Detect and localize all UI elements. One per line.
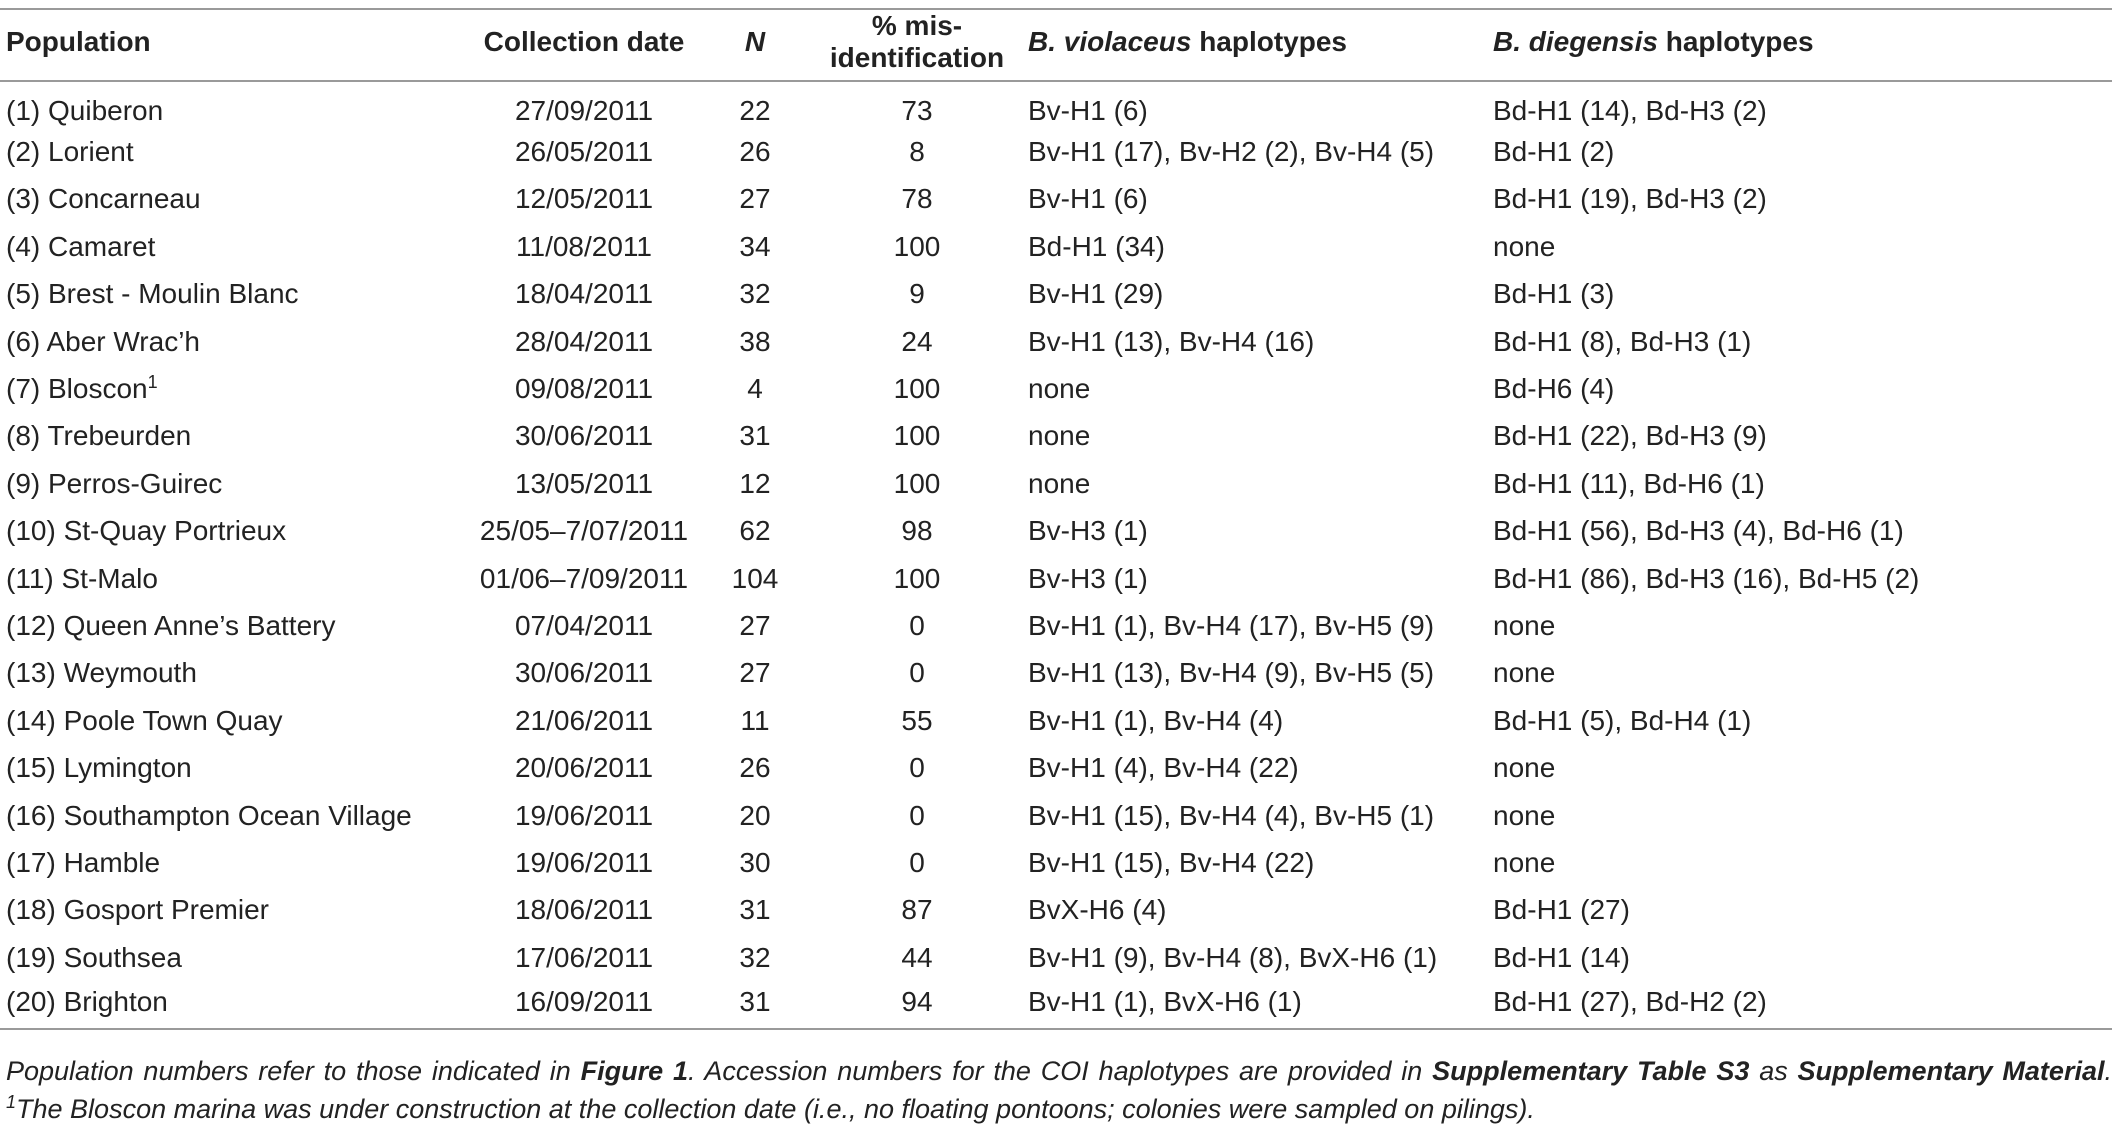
cell-bd-haplotypes-text: Bd-H1 (22), Bd-H3 (9) <box>1493 420 1767 452</box>
table-row <box>0 460 2112 507</box>
cell-collection-date-text: 09/08/2011 <box>514 373 654 405</box>
cell-n-text: 27 <box>739 609 771 641</box>
cell-bd-haplotypes-text: Bd-H1 (27), Bd-H2 (2) <box>1493 985 1767 1017</box>
cell-bv-haplotypes <box>1022 81 1487 128</box>
footnote-table-ref: Supplementary Table S3 <box>1432 1056 1750 1086</box>
cell-misidentification-text: 0 <box>909 752 925 784</box>
cell-population-text: (15) Lymington <box>6 752 192 784</box>
cell-bd-haplotypes-text: Bd-H6 (4) <box>1493 373 1615 405</box>
cell-population <box>0 839 470 886</box>
cell-n <box>698 650 812 697</box>
cell-n <box>698 602 812 649</box>
cell-misidentification <box>812 318 1022 365</box>
cell-bv-haplotypes-text: none <box>1028 420 1091 452</box>
cell-bd-haplotypes <box>1487 744 2112 791</box>
cell-population <box>0 934 470 981</box>
cell-bv-haplotypes <box>1022 792 1487 839</box>
cell-misidentification <box>812 555 1022 602</box>
haplotype-table <box>0 8 2112 1030</box>
cell-misidentification <box>812 697 1022 744</box>
cell-n-text: 26 <box>739 136 771 168</box>
table-row <box>0 176 2112 223</box>
cell-bd-haplotypes-text: none <box>1493 230 1556 262</box>
table-row <box>0 128 2112 175</box>
cell-population <box>0 650 470 697</box>
cell-collection-date <box>470 602 698 649</box>
cell-n-text: 32 <box>739 278 771 310</box>
cell-collection-date <box>470 839 698 886</box>
cell-collection-date-text: 11/08/2011 <box>516 230 652 262</box>
cell-collection-date <box>470 413 698 460</box>
cell-n-text: 31 <box>739 420 771 452</box>
header-n <box>698 9 812 81</box>
cell-misidentification-text: 100 <box>893 420 941 452</box>
cell-bv-haplotypes-text: Bv-H1 (1), BvX-H6 (1) <box>1028 985 1302 1017</box>
cell-bd-haplotypes <box>1487 460 2112 507</box>
cell-population <box>0 697 470 744</box>
cell-misidentification <box>812 981 1022 1028</box>
cell-bd-haplotypes-text: Bd-H1 (56), Bd-H3 (4), Bd-H6 (1) <box>1493 515 1904 547</box>
header-population: Population <box>0 9 470 81</box>
cell-misidentification-text: 94 <box>901 985 933 1017</box>
cell-n <box>698 508 812 555</box>
cell-collection-date <box>470 555 698 602</box>
table-row <box>0 887 2112 934</box>
cell-bd-haplotypes-text: Bd-H1 (14) <box>1493 941 1630 973</box>
cell-population-text: (4) Camaret <box>6 230 156 262</box>
cell-population-text: (14) Poole Town Quay <box>6 704 283 736</box>
header-n-label: N <box>744 26 766 57</box>
cell-misidentification-text: 100 <box>893 562 941 594</box>
cell-misidentification-text: 100 <box>893 467 941 499</box>
cell-misidentification <box>812 887 1022 934</box>
footnote-text-3: as <box>1749 1056 1798 1086</box>
cell-collection-date-text: 21/06/2011 <box>514 704 654 736</box>
cell-bv-haplotypes-text: Bv-H1 (17), Bv-H2 (2), Bv-H4 (5) <box>1028 136 1435 168</box>
cell-population <box>0 555 470 602</box>
cell-bv-haplotypes <box>1022 318 1487 365</box>
table-row <box>0 839 2112 886</box>
cell-n-text: 20 <box>739 799 771 831</box>
cell-bv-haplotypes-text: Bv-H1 (9), Bv-H4 (8), BvX-H6 (1) <box>1028 941 1438 973</box>
cell-collection-date-text: 19/06/2011 <box>514 799 654 831</box>
cell-bv-haplotypes-text: Bv-H1 (1), Bv-H4 (4) <box>1028 704 1284 736</box>
cell-bv-haplotypes-text: Bv-H1 (6) <box>1028 95 1148 127</box>
cell-bd-haplotypes <box>1487 318 2112 365</box>
cell-collection-date <box>470 271 698 318</box>
cell-population <box>0 602 470 649</box>
header-bd-suffix: haplotypes <box>1665 26 1814 57</box>
cell-n-text: 27 <box>739 657 771 689</box>
cell-population <box>0 981 470 1028</box>
cell-population <box>0 744 470 791</box>
cell-bv-haplotypes <box>1022 697 1487 744</box>
cell-n <box>698 271 812 318</box>
cell-bd-haplotypes-text: Bd-H1 (11), Bd-H6 (1) <box>1493 467 1765 499</box>
cell-collection-date <box>470 365 698 412</box>
cell-population-text: (10) St-Quay Portrieux <box>6 515 287 547</box>
cell-population-text: (16) Southampton Ocean Village <box>6 799 412 831</box>
cell-bv-haplotypes-text: none <box>1028 467 1091 499</box>
table-row <box>0 981 2112 1028</box>
table-row <box>0 744 2112 791</box>
cell-bv-haplotypes <box>1022 365 1487 412</box>
cell-bv-haplotypes <box>1022 981 1487 1028</box>
footnote-material-ref: Supplementary Material <box>1797 1056 2105 1086</box>
cell-population-text: (7) Bloscon <box>6 373 148 405</box>
table-row <box>0 81 2112 128</box>
cell-population <box>0 128 470 175</box>
cell-collection-date-text: 16/09/2011 <box>514 985 654 1017</box>
cell-bd-haplotypes <box>1487 176 2112 223</box>
cell-n <box>698 887 812 934</box>
cell-n <box>698 460 812 507</box>
table-row <box>0 934 2112 981</box>
cell-bv-haplotypes-text: Bv-H1 (15), Bv-H4 (4), Bv-H5 (1) <box>1028 799 1435 831</box>
cell-n-text: 34 <box>739 230 771 262</box>
cell-population <box>0 318 470 365</box>
cell-population-text: (2) Lorient <box>6 136 134 168</box>
cell-misidentification-text: 55 <box>901 704 933 736</box>
cell-n <box>698 555 812 602</box>
cell-collection-date-text: 01/06–7/09/2011 <box>479 562 689 594</box>
cell-n-text: 38 <box>739 325 771 357</box>
cell-bd-haplotypes <box>1487 887 2112 934</box>
header-bv-suffix: haplotypes <box>1199 26 1347 57</box>
cell-misidentification-text: 100 <box>893 373 941 405</box>
cell-misidentification-text: 0 <box>909 609 925 641</box>
cell-bd-haplotypes <box>1487 413 2112 460</box>
cell-n-text: 30 <box>739 846 771 878</box>
cell-bv-haplotypes-text: Bv-H1 (29) <box>1028 278 1164 310</box>
cell-bd-haplotypes-text: none <box>1493 846 1556 878</box>
cell-n <box>698 318 812 365</box>
cell-n-text: 31 <box>739 985 771 1017</box>
cell-bv-haplotypes <box>1022 744 1487 791</box>
cell-population <box>0 460 470 507</box>
cell-n-text: 4 <box>747 373 763 405</box>
cell-bd-haplotypes <box>1487 128 2112 175</box>
cell-bd-haplotypes-text: Bd-H1 (14), Bd-H3 (2) <box>1493 95 1767 127</box>
cell-collection-date-text: 30/06/2011 <box>514 420 654 452</box>
header-bd-species: B. diegensis <box>1493 26 1658 57</box>
cell-population-text: (20) Brighton <box>6 985 168 1017</box>
cell-n <box>698 744 812 791</box>
cell-bv-haplotypes-text: Bv-H1 (1), Bv-H4 (17), Bv-H5 (9) <box>1028 609 1435 641</box>
cell-bd-haplotypes <box>1487 555 2112 602</box>
cell-n <box>698 223 812 270</box>
cell-collection-date <box>470 744 698 791</box>
cell-n <box>698 792 812 839</box>
cell-n-text: 22 <box>739 95 771 127</box>
cell-bv-haplotypes-text: BvX-H6 (4) <box>1028 894 1167 926</box>
cell-misidentification <box>812 744 1022 791</box>
footnote-figure-ref: Figure 1 <box>580 1056 688 1086</box>
cell-bv-haplotypes <box>1022 460 1487 507</box>
cell-misidentification <box>812 934 1022 981</box>
cell-bv-haplotypes <box>1022 602 1487 649</box>
cell-n-text: 62 <box>739 515 771 547</box>
cell-bd-haplotypes-text: Bd-H1 (5), Bd-H4 (1) <box>1493 704 1752 736</box>
cell-population <box>0 792 470 839</box>
cell-collection-date <box>470 508 698 555</box>
cell-population <box>0 223 470 270</box>
cell-population-text: (17) Hamble <box>6 846 161 878</box>
cell-n-text: 32 <box>739 941 771 973</box>
cell-bv-haplotypes-text: Bv-H3 (1) <box>1028 562 1148 594</box>
cell-misidentification-text: 100 <box>893 230 941 262</box>
cell-misidentification-text: 0 <box>909 657 925 689</box>
cell-misidentification <box>812 602 1022 649</box>
table-row <box>0 413 2112 460</box>
cell-n <box>698 81 812 128</box>
cell-n-text: 104 <box>731 562 779 594</box>
cell-population-text: (6) Aber Wrac’h <box>6 325 200 357</box>
cell-misidentification <box>812 365 1022 412</box>
cell-bd-haplotypes-text: none <box>1493 799 1556 831</box>
cell-misidentification <box>812 128 1022 175</box>
cell-collection-date-text: 13/05/2011 <box>514 467 654 499</box>
cell-misidentification-text: 44 <box>901 941 933 973</box>
cell-misidentification <box>812 271 1022 318</box>
cell-n <box>698 176 812 223</box>
table-row <box>0 365 2112 412</box>
cell-population <box>0 176 470 223</box>
header-bv-species: B. violaceus <box>1028 26 1192 57</box>
footnote-text-4: . <box>2104 1056 2112 1086</box>
cell-n <box>698 839 812 886</box>
cell-n <box>698 413 812 460</box>
cell-collection-date-text: 28/04/2011 <box>514 325 654 357</box>
cell-bd-haplotypes-text: Bd-H1 (3) <box>1493 278 1615 310</box>
cell-bv-haplotypes-text: Bv-H1 (13), Bv-H4 (9), Bv-H5 (5) <box>1028 657 1435 689</box>
cell-bd-haplotypes-text: Bd-H1 (86), Bd-H3 (16), Bd-H5 (2) <box>1493 562 1920 594</box>
cell-misidentification-text: 0 <box>909 799 925 831</box>
table-row <box>0 792 2112 839</box>
cell-bd-haplotypes-text: none <box>1493 657 1556 689</box>
cell-collection-date <box>470 176 698 223</box>
cell-population-text: (1) Quiberon <box>6 95 164 127</box>
cell-population-text: (13) Weymouth <box>6 657 197 689</box>
table-row <box>0 650 2112 697</box>
cell-collection-date-text: 07/04/2011 <box>514 609 654 641</box>
cell-bd-haplotypes <box>1487 934 2112 981</box>
cell-population <box>0 413 470 460</box>
cell-bv-haplotypes-text: Bv-H1 (4), Bv-H4 (22) <box>1028 752 1299 784</box>
cell-collection-date <box>470 981 698 1028</box>
cell-misidentification-text: 9 <box>909 278 925 310</box>
header-collection-date: Collection date <box>470 9 698 81</box>
cell-bv-haplotypes <box>1022 128 1487 175</box>
cell-bv-haplotypes <box>1022 508 1487 555</box>
cell-bd-haplotypes <box>1487 697 2112 744</box>
footnote-text-2: . Accession numbers for the COI haplotypes are provided in <box>687 1056 1433 1086</box>
cell-bd-haplotypes-text: none <box>1493 609 1556 641</box>
cell-bd-haplotypes <box>1487 223 2112 270</box>
cell-collection-date-text: 25/05–7/07/2011 <box>479 515 689 547</box>
cell-misidentification-text: 0 <box>909 846 925 878</box>
cell-population <box>0 508 470 555</box>
cell-bv-haplotypes-text: Bd-H1 (34) <box>1028 230 1165 262</box>
cell-bv-haplotypes-text: none <box>1028 373 1091 405</box>
cell-collection-date <box>470 697 698 744</box>
cell-bv-haplotypes <box>1022 839 1487 886</box>
cell-collection-date-text: 19/06/2011 <box>514 846 654 878</box>
cell-misidentification-text: 24 <box>901 325 933 357</box>
cell-collection-date-text: 20/06/2011 <box>514 752 654 784</box>
cell-population-text: (19) Southsea <box>6 941 182 973</box>
cell-bd-haplotypes <box>1487 365 2112 412</box>
cell-misidentification-text: 87 <box>901 894 933 926</box>
cell-misidentification <box>812 223 1022 270</box>
cell-bv-haplotypes <box>1022 271 1487 318</box>
cell-misidentification-text: 98 <box>901 515 933 547</box>
cell-bv-haplotypes <box>1022 555 1487 602</box>
table-row <box>0 271 2112 318</box>
cell-bd-haplotypes-text: Bd-H1 (27) <box>1493 894 1630 926</box>
cell-collection-date-text: 26/05/2011 <box>514 136 654 168</box>
cell-n <box>698 128 812 175</box>
cell-population-text: (9) Perros-Guirec <box>6 467 223 499</box>
cell-population-text: (8) Trebeurden <box>6 420 192 452</box>
cell-population <box>0 365 470 412</box>
cell-population-text: (12) Queen Anne’s Battery <box>6 609 336 641</box>
cell-population-text: (18) Gosport Premier <box>6 894 269 926</box>
cell-collection-date-text: 27/09/2011 <box>514 95 654 127</box>
cell-bd-haplotypes-text: Bd-H1 (19), Bd-H3 (2) <box>1493 183 1767 215</box>
cell-n <box>698 981 812 1028</box>
cell-population <box>0 271 470 318</box>
cell-bd-haplotypes-text: Bd-H1 (8), Bd-H3 (1) <box>1493 325 1752 357</box>
cell-collection-date <box>470 223 698 270</box>
cell-bv-haplotypes <box>1022 934 1487 981</box>
table-body <box>0 81 2112 1029</box>
cell-bv-haplotypes-text: Bv-H1 (6) <box>1028 183 1148 215</box>
cell-bd-haplotypes <box>1487 602 2112 649</box>
footnote-text-5: The Bloscon marina was under construction at the collection date (i.e., no floating pontoons; colonies were sampled on pilings). <box>16 1094 1535 1124</box>
cell-n-text: 31 <box>739 894 771 926</box>
cell-n <box>698 365 812 412</box>
cell-bv-haplotypes <box>1022 413 1487 460</box>
cell-collection-date <box>470 650 698 697</box>
cell-n <box>698 934 812 981</box>
table-row <box>0 508 2112 555</box>
cell-misidentification <box>812 650 1022 697</box>
cell-population <box>0 887 470 934</box>
header-bd-haplotypes <box>1487 9 2112 81</box>
header-row <box>0 9 2112 81</box>
cell-collection-date <box>470 318 698 365</box>
cell-bd-haplotypes <box>1487 271 2112 318</box>
cell-bd-haplotypes <box>1487 839 2112 886</box>
header-bv-haplotypes <box>1022 9 1487 81</box>
cell-misidentification <box>812 508 1022 555</box>
cell-collection-date <box>470 934 698 981</box>
cell-population <box>0 81 470 128</box>
cell-population-text: (5) Brest - Moulin Blanc <box>6 278 299 310</box>
cell-n-text: 12 <box>739 467 771 499</box>
cell-misidentification <box>812 839 1022 886</box>
cell-n-text: 26 <box>739 752 771 784</box>
cell-n <box>698 697 812 744</box>
cell-collection-date-text: 30/06/2011 <box>514 657 654 689</box>
cell-misidentification <box>812 460 1022 507</box>
cell-misidentification <box>812 81 1022 128</box>
cell-collection-date <box>470 792 698 839</box>
cell-collection-date-text: 12/05/2011 <box>514 183 654 215</box>
cell-bd-haplotypes <box>1487 650 2112 697</box>
cell-bv-haplotypes-text: Bv-H3 (1) <box>1028 515 1148 547</box>
cell-bd-haplotypes <box>1487 981 2112 1028</box>
cell-n-text: 11 <box>740 704 770 736</box>
cell-bv-haplotypes <box>1022 650 1487 697</box>
footnote-text-1: Population numbers refer to those indicated in <box>6 1056 581 1086</box>
cell-collection-date <box>470 81 698 128</box>
cell-misidentification <box>812 413 1022 460</box>
footnote-marker: 1 <box>6 1092 17 1112</box>
footnote-marker: 1 <box>147 372 158 393</box>
cell-collection-date <box>470 887 698 934</box>
cell-collection-date-text: 18/06/2011 <box>514 894 654 926</box>
cell-misidentification-text: 73 <box>901 95 933 127</box>
cell-bv-haplotypes-text: Bv-H1 (13), Bv-H4 (16) <box>1028 325 1315 357</box>
table-footnote <box>6 1052 2112 1128</box>
table-header <box>0 9 2112 81</box>
cell-bd-haplotypes <box>1487 508 2112 555</box>
cell-collection-date <box>470 460 698 507</box>
table-row <box>0 223 2112 270</box>
cell-misidentification-text: 8 <box>909 136 925 168</box>
cell-n-text: 27 <box>739 183 771 215</box>
cell-bd-haplotypes <box>1487 81 2112 128</box>
cell-population-text: (3) Concarneau <box>6 183 201 215</box>
cell-collection-date-text: 17/06/2011 <box>514 941 654 973</box>
cell-bv-haplotypes <box>1022 176 1487 223</box>
cell-misidentification-text: 78 <box>901 183 933 215</box>
cell-bd-haplotypes <box>1487 792 2112 839</box>
cell-collection-date <box>470 128 698 175</box>
table-row <box>0 555 2112 602</box>
cell-bv-haplotypes-text: Bv-H1 (15), Bv-H4 (22) <box>1028 846 1315 878</box>
cell-population-text: (11) St-Malo <box>6 562 158 594</box>
table-row <box>0 602 2112 649</box>
cell-misidentification <box>812 176 1022 223</box>
header-misidentification: % mis-identification <box>812 9 1022 81</box>
table-row <box>0 318 2112 365</box>
cell-bv-haplotypes <box>1022 223 1487 270</box>
cell-bd-haplotypes-text: none <box>1493 752 1556 784</box>
cell-misidentification <box>812 792 1022 839</box>
cell-bv-haplotypes <box>1022 887 1487 934</box>
table-row <box>0 697 2112 744</box>
cell-bd-haplotypes-text: Bd-H1 (2) <box>1493 136 1615 168</box>
cell-collection-date-text: 18/04/2011 <box>514 278 654 310</box>
